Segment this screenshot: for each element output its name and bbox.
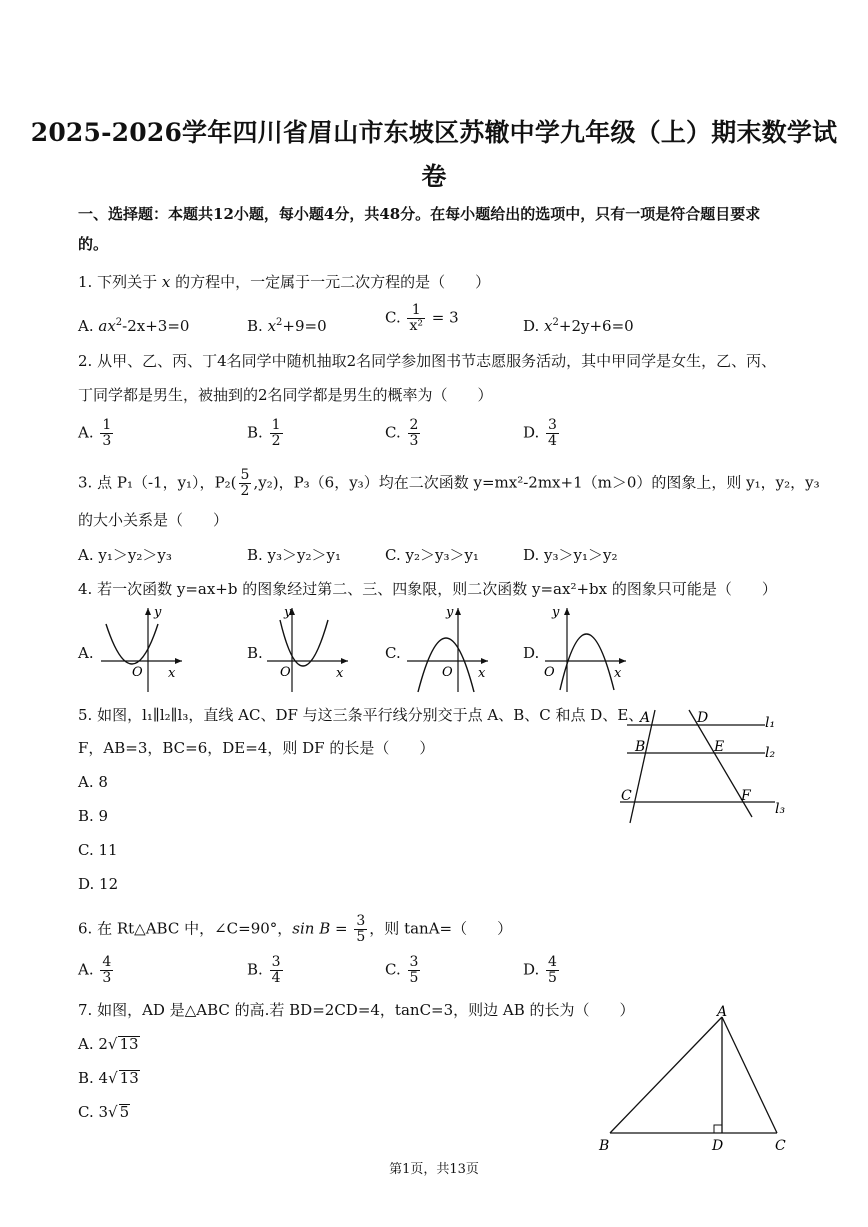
q4-graph-d[interactable] (540, 604, 630, 694)
q1-option-a[interactable]: A. $ax^2-2x+3=0$ (78, 317, 190, 335)
q3-option-d[interactable]: D. y₃＞y₁＞y₂ (523, 546, 618, 564)
q7-option-c[interactable]: C. 3√ 5 (78, 1103, 130, 1121)
point-a-label: A (640, 710, 651, 726)
question-3-stem-line1: 3. 点 P₁（-1，y₁），P₂( $\frac{5}{2}$ ,y₂)，P₃（6，y₃）均在二次函数 y=mx²-2mx+1（m＞0）的图象上，则 y₁，y₂，y₃ (78, 467, 820, 499)
axis-y-label: y (284, 605, 292, 620)
q7-option-a[interactable]: A. 2√ 13 (78, 1035, 139, 1053)
axis-x-label: x (336, 666, 344, 681)
line-l3-label: l₃ (775, 801, 786, 817)
axis-x-label: x (478, 666, 486, 681)
question-5-stem-line2: F，AB=3，BC=6，DE=4，则 DF 的长是（ ） (78, 739, 435, 757)
page-title-line2: 卷 (421, 162, 447, 191)
q5-option-b[interactable]: B. 9 (78, 807, 109, 825)
origin-label: O (442, 665, 453, 680)
origin-label: O (132, 665, 143, 680)
question-2-stem-line1: 2. 从甲、乙、丙、丁4名同学中随机抽取2名同学参加图书节志愿服务活动，其中甲同学是女生，乙、丙、 (78, 352, 777, 370)
q3-option-a[interactable]: A. y₁＞y₂＞y₃ (78, 546, 172, 564)
q4-graph-c[interactable] (402, 604, 492, 694)
line-l1-label: l₁ (765, 715, 776, 731)
q4-graph-a[interactable] (96, 604, 186, 694)
q5-option-a[interactable]: A. 8 (78, 773, 108, 791)
point-a-label: A (717, 1004, 728, 1020)
q3-option-c[interactable]: C. y₂＞y₃＞y₁ (385, 546, 479, 564)
q1-option-c[interactable]: C. $\frac{1}{\text{x²}}$ = 3 (385, 302, 459, 334)
point-b-label: B (635, 739, 646, 755)
point-f-label: F (741, 788, 751, 804)
q4-option-d-label[interactable]: D. (523, 644, 540, 662)
question-5-stem-line1: 5. 如图，l₁∥l₂∥l₃，直线 AC、DF 与这三条平行线分别交于点 A、B、C 和点 D、E、 (78, 706, 644, 724)
point-d-label: D (712, 1138, 724, 1154)
q2-option-c[interactable]: C. $\frac{2}{3}$ (385, 417, 419, 449)
point-e-label: E (714, 739, 725, 755)
q1-option-b[interactable]: B. $x^2+9=0$ (247, 317, 327, 335)
q6-option-d[interactable]: D. $\frac{4}{5}$ (523, 954, 557, 986)
origin-label: O (544, 665, 555, 680)
page-footer: 第1页，共13页 (389, 1162, 479, 1177)
q2-option-d[interactable]: D. $\frac{3}{4}$ (523, 417, 557, 449)
section-header-line1: 一、选择题：本题共12小题，每小题4分，共48分。在每小题给出的选项中，只有一项是符合题目要求 (78, 205, 761, 223)
q5-option-c[interactable]: C. 11 (78, 841, 118, 859)
section-header (78, 199, 798, 259)
point-c-label: C (775, 1138, 786, 1154)
axis-x-label: x (168, 666, 176, 681)
point-c-label: C (621, 788, 632, 804)
point-d-label: D (697, 710, 709, 726)
question-1-stem: 1. 下列关于 x 的方程中，一定属于一元二次方程的是（ ） (78, 273, 491, 291)
question-2-stem-line2: 丁同学都是男生，被抽到的2名同学都是男生的概率为（ ） (78, 386, 493, 404)
q4-option-c-label[interactable]: C. (385, 644, 401, 662)
q4-graph-b[interactable] (262, 604, 352, 694)
q6-option-b[interactable]: B. $\frac{3}{4}$ (247, 954, 281, 986)
question-4-stem: 4. 若一次函数 y=ax+b 的图象经过第二、三、四象限，则二次函数 y=ax²+bx 的图象只可能是（ ） (78, 580, 777, 598)
q2-option-b[interactable]: B. $\frac{1}{2}$ (247, 417, 281, 449)
q5-option-d[interactable]: D. 12 (78, 875, 119, 893)
axis-x-label: x (614, 666, 622, 681)
axis-y-label: y (446, 605, 454, 620)
point-b-label: B (599, 1138, 610, 1154)
question-7-stem: 7. 如图，AD 是△ABC 的高.若 BD=2CD=4，tanC=3，则边 AB 的长为（ ） (78, 1001, 635, 1019)
q4-option-b-label[interactable]: B. (247, 644, 263, 662)
origin-label: O (280, 665, 291, 680)
question-3-stem-line2: 的大小关系是（ ） (78, 511, 229, 529)
q1-option-d[interactable]: D. $x^2+2y+6=0$ (523, 317, 634, 335)
q6-option-a[interactable]: A. $\frac{4}{3}$ (78, 954, 112, 986)
q7-triangle-figure (595, 1002, 795, 1157)
q2-option-a[interactable]: A. $\frac{1}{3}$ (78, 417, 112, 449)
q5-parallel-lines-figure (615, 705, 795, 830)
axis-y-label: y (552, 605, 560, 620)
page-title-line1: 2025-2026学年四川省眉山市东坡区苏辙中学九年级（上）期末数学试 (30, 118, 838, 147)
question-6-stem: 6. 在 Rt△ABC 中，∠C=90°，sin B = $\frac{3}{5}$ ，则 tanA=（ ） (78, 913, 513, 945)
line-l2-label: l₂ (765, 745, 776, 761)
q7-option-b[interactable]: B. 4√ 13 (78, 1069, 139, 1087)
section-header-line2: 的。 (78, 235, 109, 253)
q4-option-a-label[interactable]: A. (78, 644, 94, 662)
q3-option-b[interactable]: B. y₃＞y₂＞y₁ (247, 546, 342, 564)
axis-y-label: y (154, 605, 162, 620)
q6-option-c[interactable]: C. $\frac{3}{5}$ (385, 954, 419, 986)
